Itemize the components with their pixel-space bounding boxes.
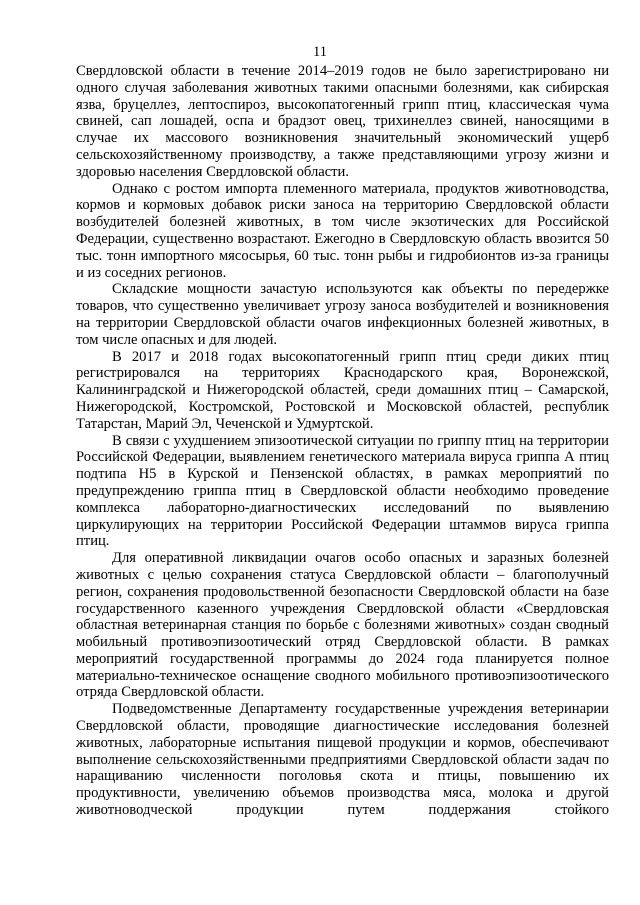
paragraph-continuation: Свердловской области в течение 2014–2019 годов не было зарегистрировано ни одного случая заболевания животных такими опасными болезнями, как сибирская язва, бруцеллез, лептоспироз, высокопатогенный грипп птиц, классическая чума свиней, сап лошадей, оспа и брадзот овец, трихинеллез свиней, наносящими в случае их массового возникновения значительный экономический ущерб сельскохозяйственному производству, а также представляющими угрозу жизни и здоровью населения Свердловской области. bbox=[76, 63, 609, 180]
paragraph-storage-facilities: Складские мощности зачастую используются как объекты по передержке товаров, что существенно увеличивает угрозу заноса возбудителей и возникновения на территории Свердловской области очагов инфекционных болезней животных, в том числе опасных и для людей. bbox=[76, 281, 609, 348]
document-body bbox=[76, 63, 609, 819]
paragraph-avian-flu-monitoring: В связи с ухудшением эпизоотической ситуации по гриппу птиц на территории Российской Федерации, выявлением генетического материала вируса гриппа А птиц подтипа H5 в Курской и Пензенской областях, в рамках мероприятий по предупреждению гриппа птиц в Свердловской области необходимо проведение комплекса лабораторно-диагностических исследований по выявлению циркулирующих на территории Российской Федерации штаммов вируса гриппа птиц. bbox=[76, 432, 609, 550]
paragraph-mobile-unit: Для оперативной ликвидации очагов особо опасных и заразных болезней животных с целью сохранения статуса Свердловской области – благополучный регион, сохранения продовольственной безопасности Свердловской области на базе государственного казенного учреждения Свердловской области «Свердловская областная ветеринарная станция по борьбе с болезнями животных» создан сводный мобильный противоэпизоотический отряд Свердловской области. В рамках мероприятий государственной программы до 2024 года планируется полное материально-техническое оснащение сводного мобильного противоэпизоотического отряда Свердловской области. bbox=[76, 550, 609, 701]
paragraph-veterinary-institutions: Подведомственные Департаменту государственные учреждения ветеринарии Свердловской области, проводящие диагностические исследования болезней животных, лабораторные испытания пищевой продукции и кормов, обеспечивают выполнение сельскохозяйственными предприятиями Свердловской области задач по наращиванию численности поголовья скота и птицы, повышению их продуктивности, увеличению объемов производства мяса, молока и другой животноводческой продукции путем поддержания стойкого bbox=[76, 701, 609, 819]
paragraph-import-risks: Однако с ростом импорта племенного материала, продуктов животноводства, кормов и кормовых добавок риски заноса на территорию Свердловской области возбудителей болезней животных, в том числе экзотических для Российской Федерации, существенно возрастают. Ежегодно в Свердловскую область ввозится 50 тыс. тонн импортного мясосырья, 60 тыс. тонн рыбы и гидробионтов из-за границы и из соседних регионов. bbox=[76, 180, 609, 281]
paragraph-avian-flu-regions: В 2017 и 2018 годах высокопатогенный грипп птиц среди диких птиц регистрировался на территориях Краснодарского края, Воронежской, Калининградской и Нижегородской областей, среди домашних птиц – Самарской, Нижегородской, Костромской, Ростовской и Московской областей, республик Татарстан, Марий Эл, Чеченской и Удмуртской. bbox=[76, 348, 609, 432]
page-number: 11 bbox=[313, 44, 327, 60]
